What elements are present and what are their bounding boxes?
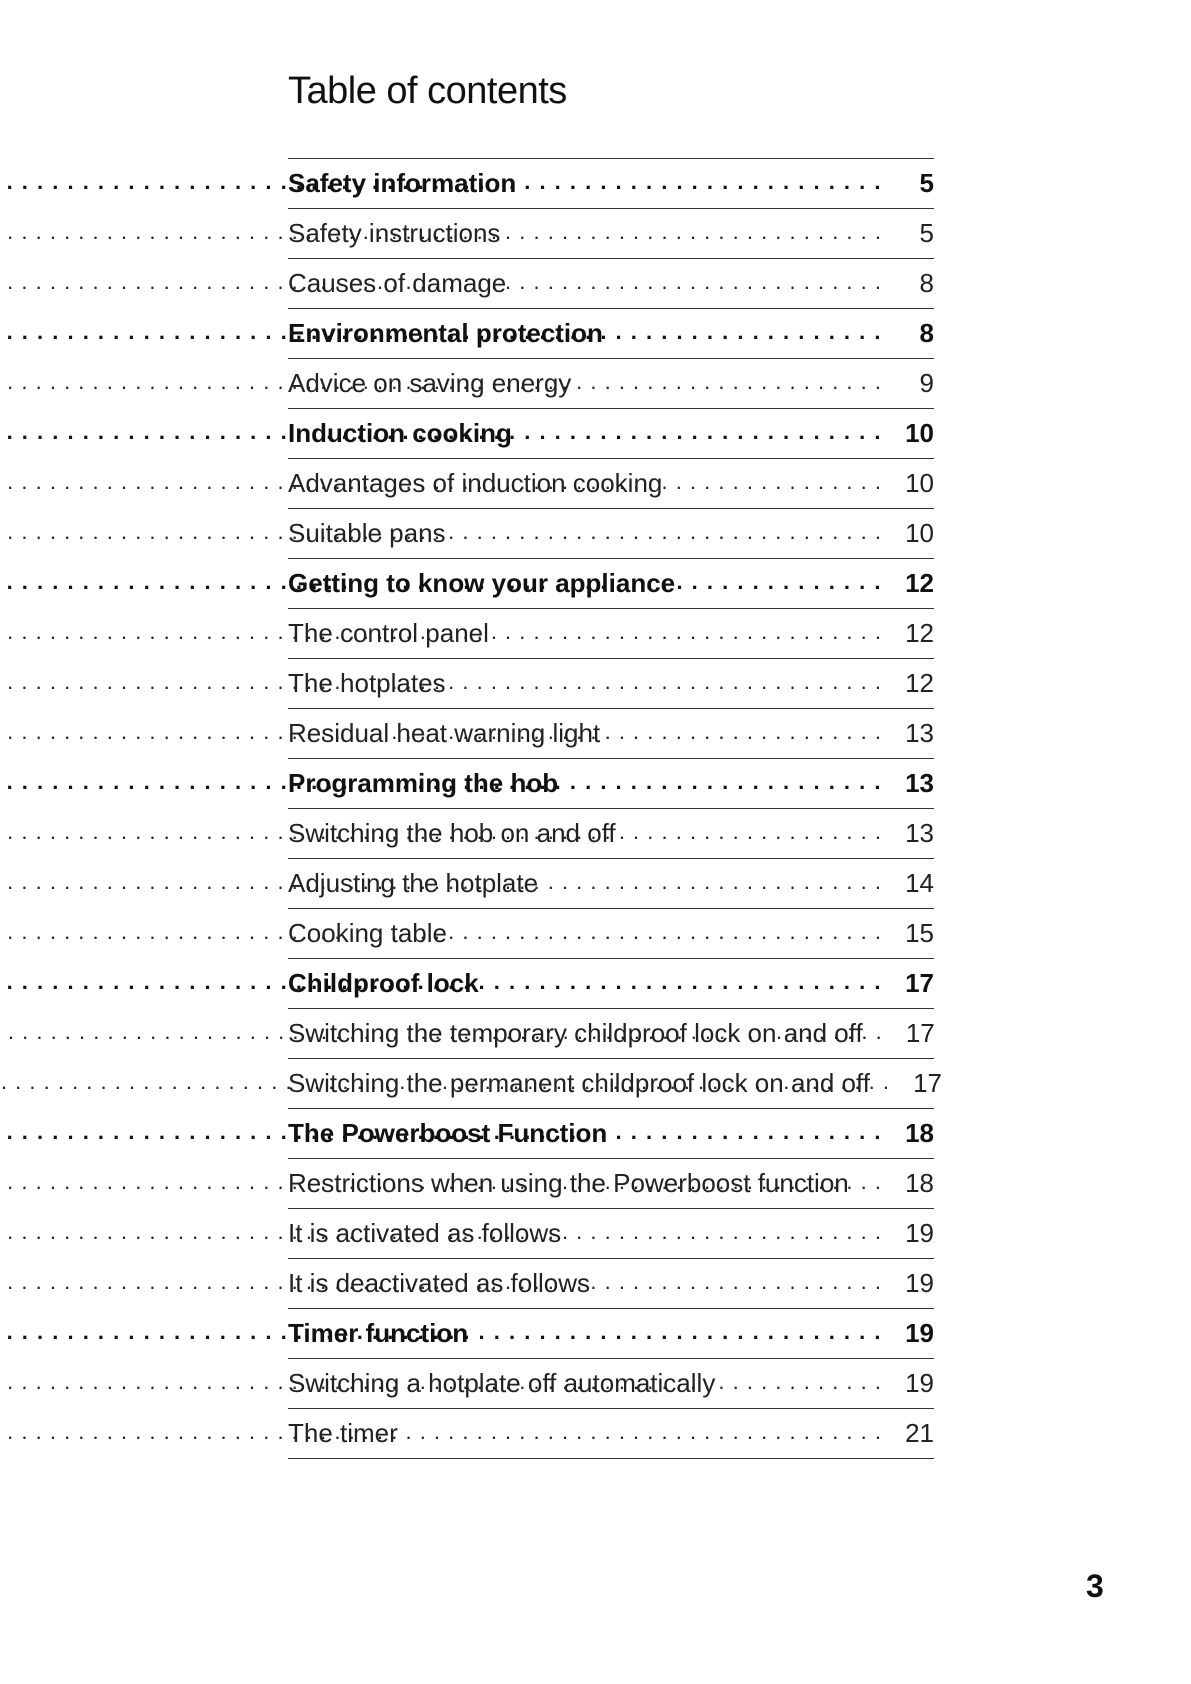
dot-leader <box>550 871 882 897</box>
toc-entry[interactable] <box>288 1409 934 1459</box>
toc-entry-page: 12 <box>905 568 934 598</box>
dot-leader <box>619 1121 882 1147</box>
toc-entry-label: Safety instructions <box>288 218 501 248</box>
dot-leader <box>512 221 882 247</box>
toc-entry-page: 19 <box>905 1218 934 1248</box>
toc-entry-page: 19 <box>905 1318 934 1348</box>
toc-entry[interactable] <box>288 809 934 859</box>
toc-entry-label: The Powerboost Function <box>288 1118 608 1148</box>
dot-leader <box>628 821 882 847</box>
toc-section-heading[interactable] <box>288 1109 934 1159</box>
toc-entry-page: 14 <box>905 868 934 898</box>
toc-entry[interactable] <box>288 359 934 409</box>
toc-entry[interactable] <box>288 609 934 659</box>
toc-entry-label: Cooking table <box>288 918 447 948</box>
toc-entry-label: Advantages of induction cooking <box>288 468 663 498</box>
toc-entry[interactable] <box>288 1009 934 1059</box>
dot-leader <box>528 171 882 197</box>
page-number: 3 <box>1086 1568 1104 1604</box>
toc-entry-page: 17 <box>905 968 934 998</box>
toc-entry-page: 21 <box>905 1418 934 1448</box>
toc-entry[interactable] <box>288 909 934 959</box>
toc-entry-page: 19 <box>905 1268 934 1298</box>
toc-entry[interactable] <box>288 1259 934 1309</box>
dot-leader <box>602 1271 882 1297</box>
toc-entry-label: Timer function <box>288 1318 469 1348</box>
toc-entry-page: 8 <box>919 268 934 298</box>
dot-leader <box>674 471 882 497</box>
toc-entry[interactable] <box>288 1359 934 1409</box>
toc-entry-page: 19 <box>905 1368 934 1398</box>
toc-entry-label: Suitable pans <box>288 518 446 548</box>
toc-entry[interactable] <box>288 709 934 759</box>
toc-entry-label: It is deactivated as follows <box>288 1268 591 1298</box>
toc-entry[interactable] <box>288 659 934 709</box>
toc-entry[interactable] <box>288 259 934 309</box>
page-title: Table of contents <box>288 70 567 112</box>
toc-section-heading[interactable] <box>288 559 934 609</box>
toc-entry-label: Switching a hotplate off automatically <box>288 1368 716 1398</box>
toc-entry-label: Switching the hob on and off <box>288 818 616 848</box>
toc-entry-label: Programming the hob <box>288 768 559 798</box>
toc-entry[interactable] <box>288 209 934 259</box>
dot-leader <box>410 1421 882 1447</box>
toc-entry-label: The control panel <box>288 618 489 648</box>
toc-entry[interactable] <box>288 859 934 909</box>
toc-section-heading[interactable] <box>288 1309 934 1359</box>
table-of-contents <box>288 158 942 1459</box>
dot-leader <box>687 571 882 597</box>
dot-leader <box>518 271 882 297</box>
toc-entry-page: 5 <box>919 168 934 198</box>
toc-entry-page: 18 <box>905 1118 934 1148</box>
toc-entry-label: Childproof lock <box>288 968 479 998</box>
toc-entry-page: 10 <box>905 418 934 448</box>
toc-entry-label: Advice on saving energy <box>288 368 572 398</box>
toc-entry-page: 12 <box>905 618 934 648</box>
toc-section-heading[interactable] <box>288 309 934 359</box>
toc-section-heading[interactable] <box>288 959 934 1009</box>
dot-leader <box>727 1371 882 1397</box>
dot-leader <box>458 521 882 547</box>
toc-entry-label: Getting to know your appliance <box>288 568 676 598</box>
dot-leader <box>480 1321 882 1347</box>
dot-leader <box>501 621 882 647</box>
toc-entry-label: Causes of damage <box>288 268 507 298</box>
toc-entry-label: Induction cooking <box>288 418 512 448</box>
toc-entry-page: 17 <box>913 1068 942 1098</box>
dot-leader <box>458 671 882 697</box>
toc-entry[interactable] <box>288 1159 934 1209</box>
toc-entry-label: It is activated as follows <box>288 1218 562 1248</box>
toc-entry-label: Switching the permanent childproof lock on and off <box>288 1068 870 1098</box>
toc-entry[interactable] <box>288 1209 934 1259</box>
toc-entry-page: 10 <box>905 518 934 548</box>
toc-entry-label: Environmental protection <box>288 318 603 348</box>
toc-entry[interactable] <box>288 459 934 509</box>
toc-entry-page: 9 <box>919 368 934 398</box>
toc-section-heading[interactable] <box>288 159 934 209</box>
dot-leader <box>491 971 882 997</box>
dot-leader <box>570 771 882 797</box>
dot-leader <box>573 1221 882 1247</box>
dot-leader <box>583 371 882 397</box>
toc-entry[interactable] <box>288 1059 942 1109</box>
toc-entry-page: 13 <box>905 768 934 798</box>
toc-entry-page: 8 <box>919 318 934 348</box>
dot-leader <box>612 721 882 747</box>
toc-entry-page: 12 <box>905 668 934 698</box>
dot-leader <box>861 1171 882 1197</box>
toc-entry-label: Switching the temporary childproof lock on and off <box>288 1018 863 1048</box>
toc-entry-label: Restrictions when using the Powerboost function <box>288 1168 849 1198</box>
toc-section-heading[interactable] <box>288 409 934 459</box>
toc-entry-page: 10 <box>905 468 934 498</box>
dot-leader <box>524 421 882 447</box>
dot-leader <box>459 921 882 947</box>
toc-section-heading[interactable] <box>288 759 934 809</box>
dot-leader <box>615 321 882 347</box>
toc-entry-page: 13 <box>905 718 934 748</box>
toc-entry-label: Residual heat warning light <box>288 718 601 748</box>
toc-entry-page: 17 <box>905 1018 935 1048</box>
toc-entry-label: Safety information <box>288 168 517 198</box>
dot-leader <box>882 1071 890 1097</box>
toc-entry-page: 5 <box>919 218 934 248</box>
toc-entry-page: 15 <box>905 918 934 948</box>
toc-entry-page: 18 <box>905 1168 934 1198</box>
toc-entry[interactable] <box>288 509 934 559</box>
toc-entry-page: 13 <box>905 818 934 848</box>
toc-entry-label: The timer <box>288 1418 398 1448</box>
toc-entry-label: The hotplates <box>288 668 446 698</box>
toc-entry-label: Adjusting the hotplate <box>288 868 539 898</box>
dot-leader <box>875 1021 883 1047</box>
